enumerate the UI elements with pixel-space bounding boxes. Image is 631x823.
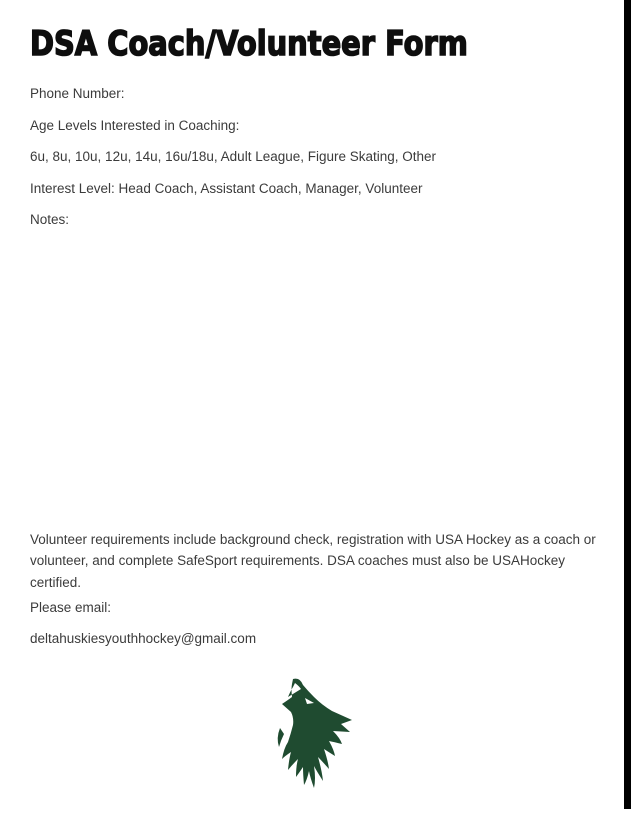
page-edge-strip xyxy=(624,0,631,809)
field-notes: Notes: xyxy=(30,212,70,227)
field-age-level-options: 6u, 8u, 10u, 12u, 14u, 16u/18u, Adult League, Figure Skating, Other xyxy=(30,149,437,164)
husky-silhouette xyxy=(282,679,352,788)
page-title: DSA Coach/Volunteer Form xyxy=(30,24,468,64)
volunteer-requirements-text: Volunteer requirements include background check, registration with USA Hockey as a coach or volunteer, and complete SafeSport requirements. DSA coaches must also be USAHockey certified. xyxy=(30,532,596,590)
email-address: deltahuskiesyouthhockey@gmail.com xyxy=(30,631,257,646)
field-age-levels: Age Levels Interested in Coaching: xyxy=(30,118,240,133)
husky-fur-strand xyxy=(278,728,284,747)
field-phone-number: Phone Number: xyxy=(30,86,125,101)
field-interest-level: Interest Level: Head Coach, Assistant Coach, Manager, Volunteer xyxy=(30,181,423,196)
email-prompt: Please email: xyxy=(30,600,112,615)
howling-husky-logo xyxy=(272,676,372,796)
